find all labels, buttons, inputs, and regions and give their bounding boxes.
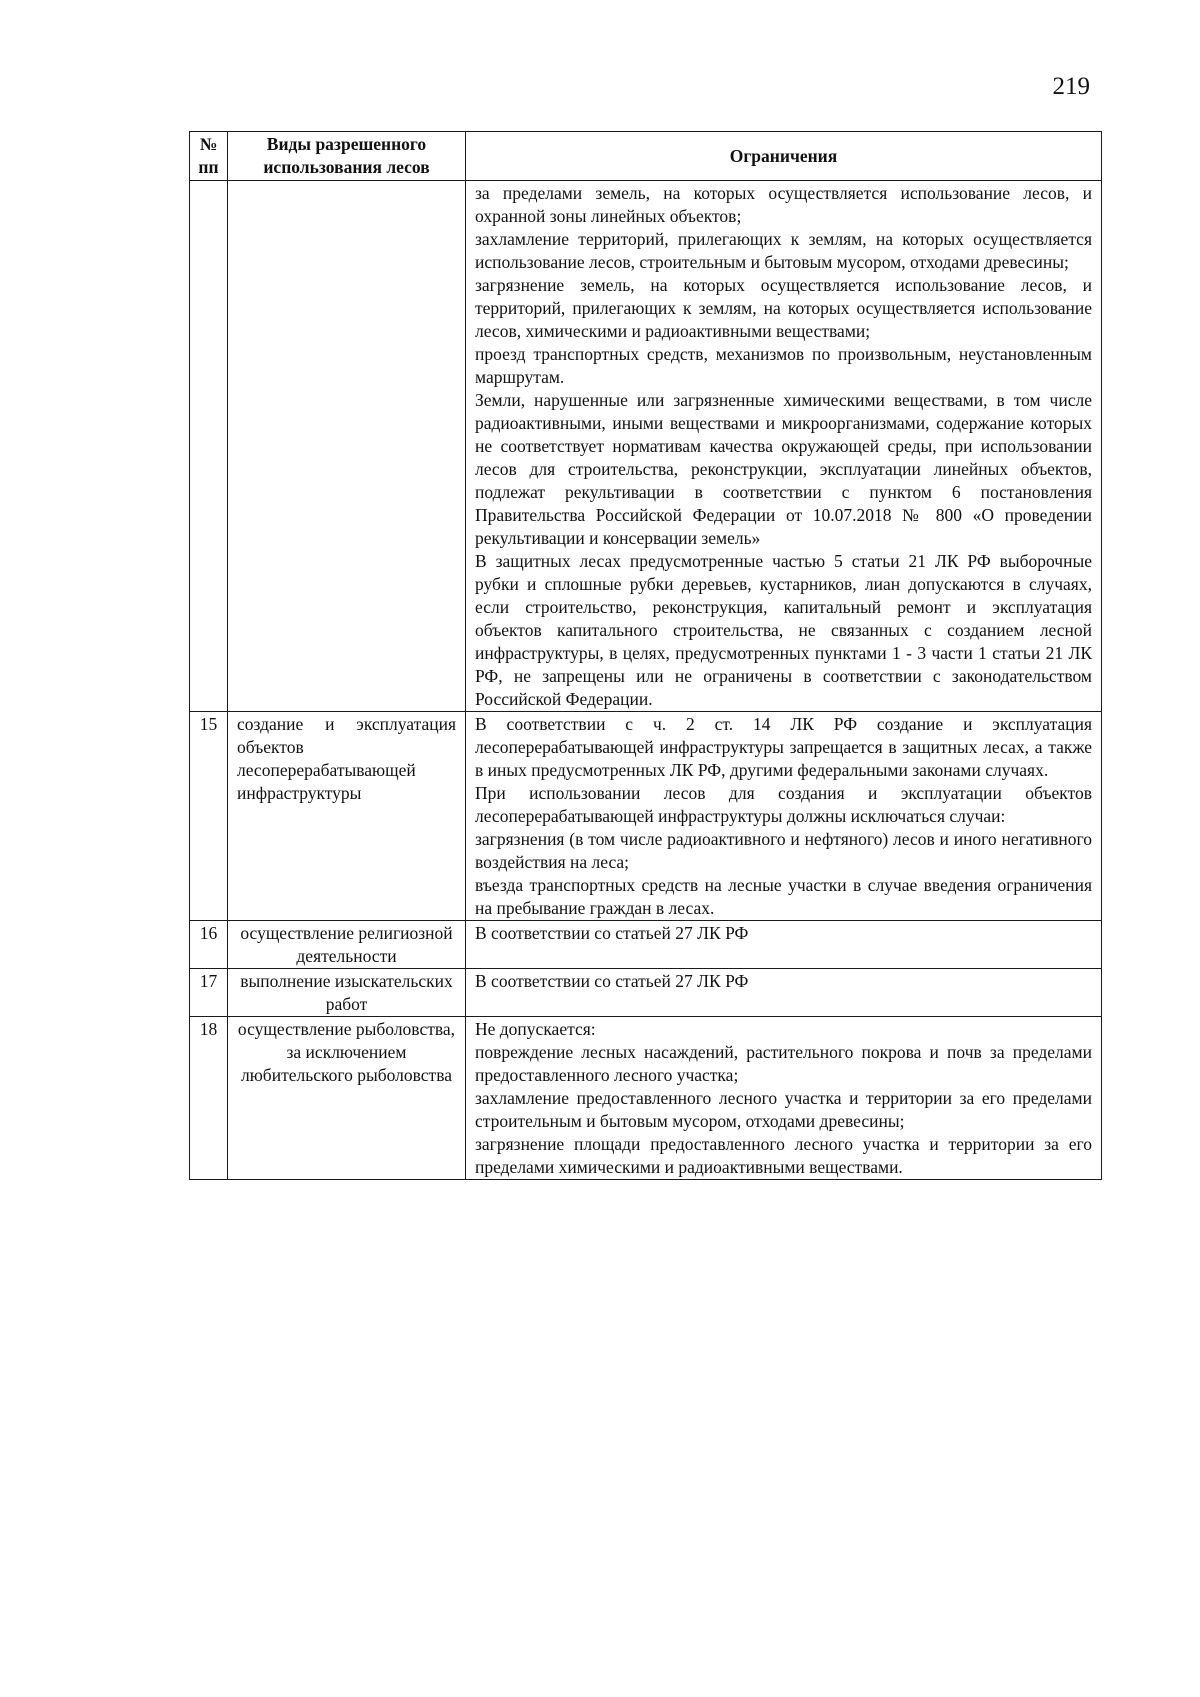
restriction-paragraph: повреждение лесных насаждений, растительного покрова и почв за пределами предоставленного лесного участка; <box>475 1042 1092 1085</box>
restriction-paragraph: В защитных лесах предусмотренные частью 5 статьи 21 ЛК РФ выборочные рубки и сплошные рубки деревьев, кустарников, лиан допускаются в случаях, если строительство, реконструкция, капитальный ремонт и эксплуатация объектов капитального строительства, не связанных с созданием лесной инфраструктуры, в целях, предусмотренных пунктами 1 - 3 части 1 статьи 21 ЛК РФ, не запрещены или не ограничены в соответствии с законодательством Российской Федерации. <box>475 551 1092 709</box>
restriction-paragraph: Земли, нарушенные или загрязненные химическими веществами, в том числе радиоактивными, иными веществами и микроорганизмами, содержание которых не соответствует нормативам качества окружающей среды, при использовании лесов для строительства, реконструкции, эксплуатации линейных объектов, подлежат рекультивации в соответствии с пунктом 6 постановления Правительства Российской Федерации от 10.07.2018 № 800 «О проведении рекультивации и консервации земель» <box>475 390 1092 548</box>
usage-type-cell: создание и эксплуатация объектов лесоперерабатывающей инфраструктуры <box>228 712 466 921</box>
header-number: № пп <box>190 132 228 181</box>
restriction-paragraph: При использовании лесов для создания и эксплуатации объектов лесоперерабатывающей инфраструктуры должны исключаться случаи: <box>475 783 1092 826</box>
restriction-paragraph: В соответствии со статьей 27 ЛК РФ <box>475 923 749 943</box>
usage-type-cell <box>228 181 466 712</box>
restriction-paragraph: загрязнение площади предоставленного лесного участка и территории за его пределами химическими и радиоактивными веществами. <box>475 1134 1092 1177</box>
table-row <box>190 969 1102 1017</box>
table-body <box>190 181 1102 1180</box>
table-row <box>190 1017 1102 1180</box>
usage-type-cell: осуществление рыболовства, за исключением любительского рыболовства <box>228 1017 466 1180</box>
restrictions-cell <box>466 969 1102 1017</box>
restriction-paragraph: захламление территорий, прилегающих к землям, на которых осуществляется использование лесов, строительным и бытовым мусором, отходами древесины; <box>475 229 1092 272</box>
usage-type-cell: выполнение изыскательских работ <box>228 969 466 1017</box>
restriction-paragraph: проезд транспортных средств, механизмов по произвольным, неустановленным маршрутам. <box>475 344 1092 387</box>
header-restrictions: Ограничения <box>466 132 1102 181</box>
restriction-paragraph: Не допускается: <box>475 1019 596 1039</box>
row-number: 15 <box>190 712 228 921</box>
restrictions-cell <box>466 181 1102 712</box>
row-number: 18 <box>190 1017 228 1180</box>
page-number: 219 <box>1052 73 1090 100</box>
table-row <box>190 921 1102 969</box>
restriction-paragraph: за пределами земель, на которых осуществляется использование лесов, и охранной зоны линейных объектов; <box>475 183 1092 226</box>
restriction-paragraph: В соответствии с ч. 2 ст. 14 ЛК РФ создание и эксплуатация лесоперерабатывающей инфраструктуры запрещается в защитных лесах, а также в иных предусмотренных ЛК РФ, другими федеральными законами случаях. <box>475 714 1092 780</box>
restrictions-cell <box>466 712 1102 921</box>
restriction-paragraph: В соответствии со статьей 27 ЛК РФ <box>475 971 749 991</box>
restriction-paragraph: загрязнения (в том числе радиоактивного и нефтяного) лесов и иного негативного воздействия на леса; <box>475 829 1092 872</box>
restrictions-table <box>189 131 1102 1180</box>
restriction-paragraph: въезда транспортных средств на лесные участки в случае введения ограничения на пребывание граждан в лесах. <box>475 875 1092 918</box>
row-number: 16 <box>190 921 228 969</box>
restriction-paragraph: захламление предоставленного лесного участка и территории за его пределами строительным и бытовым мусором, отходами древесины; <box>475 1088 1092 1131</box>
row-number: 17 <box>190 969 228 1017</box>
restrictions-cell <box>466 1017 1102 1180</box>
restrictions-cell <box>466 921 1102 969</box>
header-usage-type: Виды разрешенного использования лесов <box>228 132 466 181</box>
header-row <box>190 132 1102 181</box>
usage-type-cell: осуществление религиозной деятельности <box>228 921 466 969</box>
table-row <box>190 181 1102 712</box>
row-number <box>190 181 228 712</box>
restriction-paragraph: загрязнение земель, на которых осуществляется использование лесов, и территорий, прилегающих к землям, на которых осуществляется использование лесов, химическими и радиоактивными веществами; <box>475 275 1092 341</box>
table-header <box>190 132 1102 181</box>
table-row <box>190 712 1102 921</box>
